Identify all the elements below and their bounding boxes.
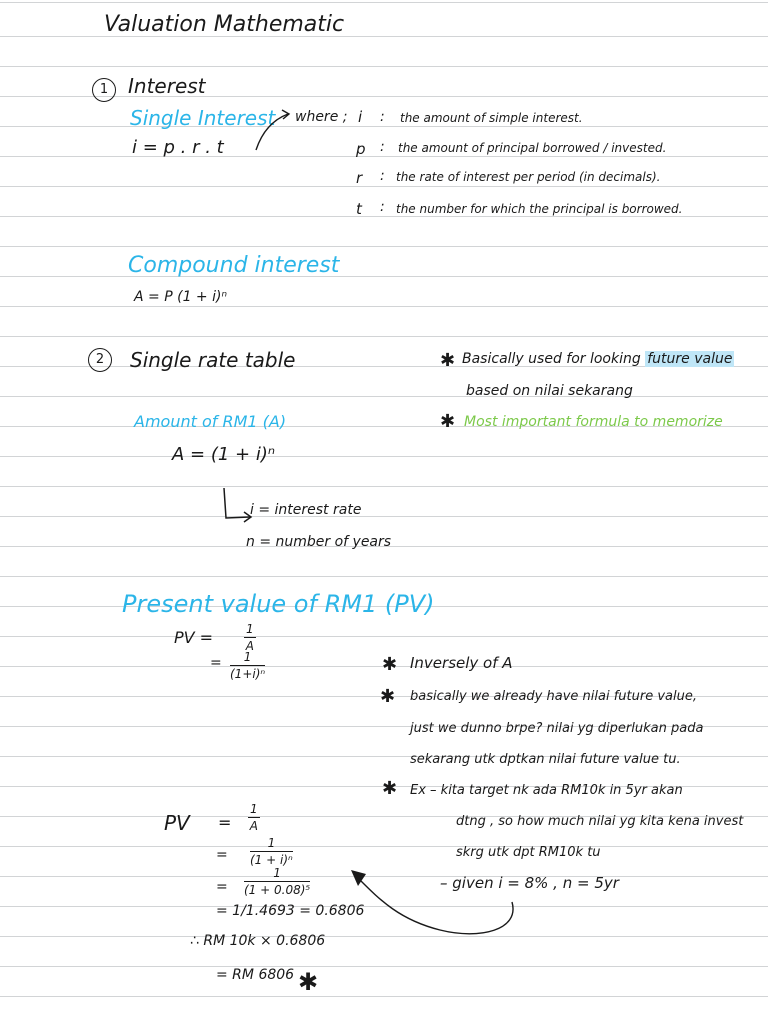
def-number-of-years: n = number of years — [246, 534, 392, 550]
fraction-denominator: (1 + i)ⁿ — [250, 853, 293, 867]
def-i-symbol: i — [358, 108, 363, 126]
star-bullet: ✱ — [382, 778, 398, 799]
example-line-3: skrg utk dpt RM10k tu — [456, 845, 601, 860]
simple-interest-formula: i = p . r . t — [132, 137, 224, 158]
result-star-mark: ✱ — [298, 968, 319, 996]
amount-label: Amount of RM1 (A) — [134, 412, 287, 431]
equals-sign: = — [210, 655, 222, 671]
def-p-text: the amount of principal borrowed / invested. — [398, 141, 667, 155]
future-value-highlight: future value — [647, 351, 733, 367]
def-t-sep: : — [380, 199, 385, 215]
section-2-number: 2 — [88, 348, 112, 372]
curved-arrow-icon — [360, 880, 513, 934]
def-r-text: the rate of interest per period (in decimals). — [396, 170, 661, 184]
def-t-symbol: t — [356, 200, 362, 218]
def-interest-rate: i = interest rate — [250, 502, 362, 518]
page-title: Valuation Mathematic — [104, 12, 345, 37]
example-line-2: dtng , so how much nilai yg kita kena invest — [456, 814, 744, 829]
fraction-numerator: 1 — [230, 650, 265, 666]
calc-result: = RM 6806 — [216, 967, 295, 983]
star-bullet: ✱ — [440, 350, 456, 371]
star-bullet: ✱ — [380, 686, 396, 707]
def-i-sep: : — [380, 109, 385, 125]
pv-note-4: sekarang utk dptkan nilai future value tu. — [410, 752, 681, 767]
def-i-text: the amount of simple interest. — [400, 111, 583, 125]
where-label: where ; — [295, 109, 348, 125]
section-2-heading: Single rate table — [130, 348, 296, 372]
def-r-sep: : — [380, 168, 385, 184]
fraction-denominator: (1 + 0.08)⁵ — [244, 883, 311, 897]
fraction-denominator: A — [245, 639, 254, 653]
equals-sign: = — [218, 813, 232, 832]
curved-arrow-icon — [256, 114, 288, 150]
def-p-symbol: p — [356, 140, 366, 158]
section-1-number: 1 — [92, 78, 116, 102]
pv-lhs: PV = — [174, 628, 214, 647]
compound-interest-formula: A = P (1 + i)ⁿ — [134, 289, 228, 305]
simple-interest-label: Single Interest — [130, 106, 276, 130]
star-bullet: ✱ — [440, 411, 456, 432]
def-p-sep: : — [380, 139, 385, 155]
present-value-label: Present value of RM1 (PV) — [122, 590, 435, 618]
example-line-1: Ex – kita target nk ada RM10k in 5yr akan — [410, 783, 683, 798]
note-2-text: Most important formula to memorize — [464, 414, 723, 430]
calc-step-divide: = 1/1.4693 = 0.6806 — [216, 903, 365, 919]
note-1-line-2: based on nilai sekarang — [466, 383, 633, 399]
pv-note-1: Inversely of A — [410, 654, 513, 672]
equals-sign: = — [216, 847, 228, 863]
fraction-numerator: 1 — [246, 622, 254, 636]
fraction-numerator: 1 — [244, 866, 310, 882]
note-1-text: Basically used for looking future value — [462, 351, 733, 367]
section-1-heading: Interest — [128, 74, 206, 98]
fraction-numerator: 1 — [250, 836, 293, 852]
def-t-text: the number for which the principal is borrowed. — [396, 202, 683, 216]
def-r-symbol: r — [356, 169, 363, 187]
example-line-4: – given i = 8% , n = 5yr — [440, 874, 619, 892]
fraction-numerator: 1 — [250, 802, 258, 816]
amount-formula: A = (1 + i)ⁿ — [172, 444, 276, 465]
calc-pv-lhs: PV — [164, 811, 190, 835]
fraction-denominator: (1+i)ⁿ — [230, 667, 266, 681]
star-bullet: ✱ — [382, 654, 398, 675]
equals-sign: = — [216, 879, 228, 895]
compound-interest-label: Compound interest — [128, 253, 340, 278]
calc-step-multiply: ∴ RM 10k × 0.6806 — [190, 933, 326, 949]
fraction-denominator: A — [249, 819, 258, 833]
pv-note-2: basically we already have nilai future value, — [410, 689, 697, 704]
pv-note-3: just we dunno brpe? nilai yg diperlukan pada — [410, 721, 704, 736]
